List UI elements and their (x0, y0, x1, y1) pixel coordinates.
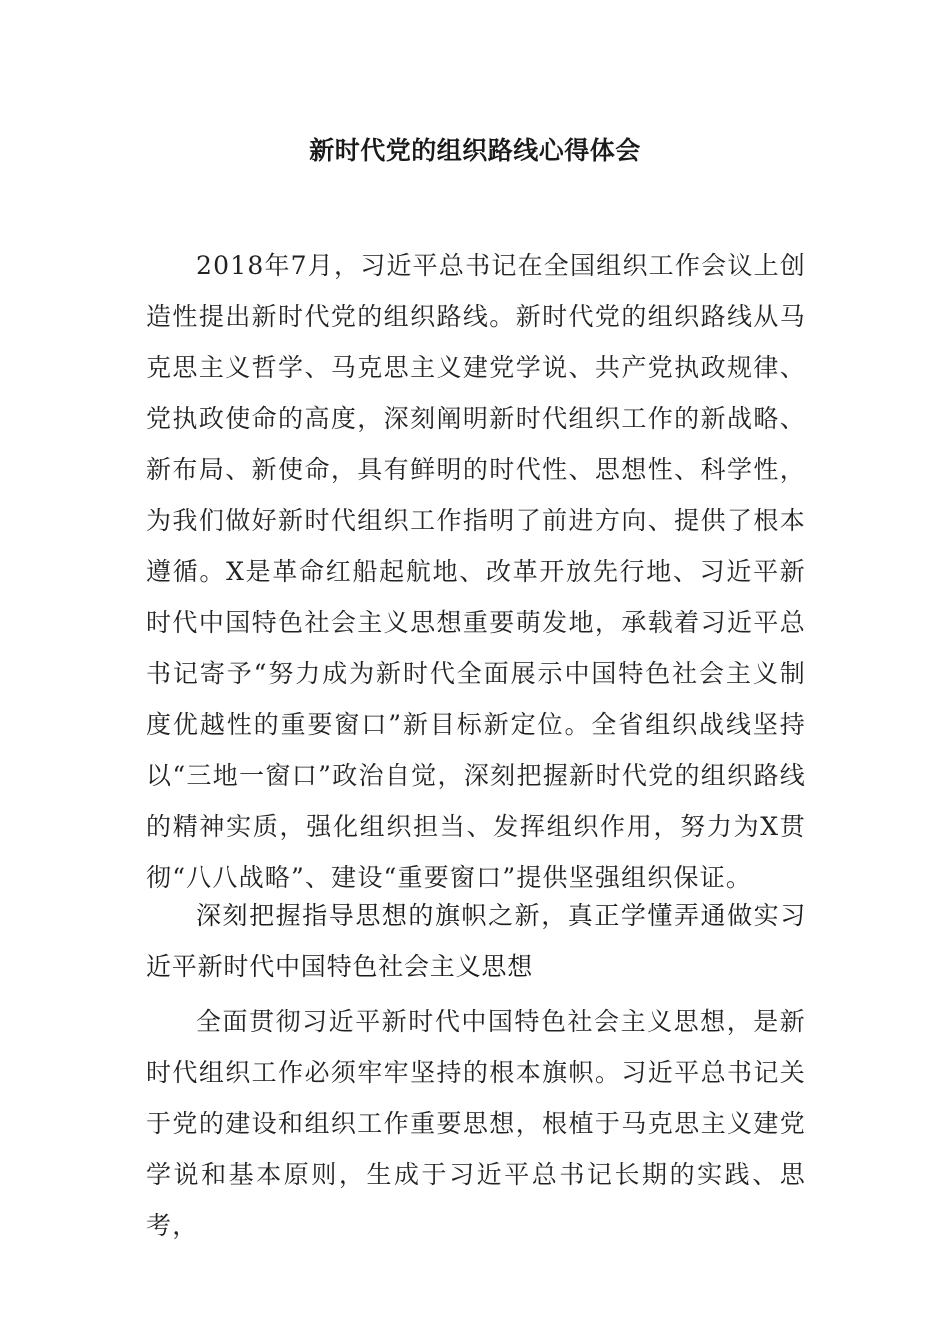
document-title: 新时代党的组织路线心得体会 (309, 136, 641, 165)
intro-paragraph: 2018年7月，习近平总书记在全国组织工作会议上创造性提出新时代党的组织路线。新时代党的组织路线从马克思主义哲学、马克思主义建党学说、共产党执政规律、党执政使命的高度，深刻阐明新时代组织工作的新战略、新布局、新使命，具有鲜明的时代性、思想性、科学性，为我们做好新时代组织工作指明了前进方向、提供了根本遵循。X是革命红船起航地、改革开放先行地、习近平新时代中国特色社会主义思想重要萌发地，承载着习近平总书记寄予“努力成为新时代全面展示中国特色社会主义制度优越性的重要窗口”新目标新定位。全省组织战线坚持以“三地一窗口”政治自觉，深刻把握新时代党的组织路线的精神实质，强化组织担当、发挥组织作用，努力为X贯彻“八八战略”、建设“重要窗口”提供坚强组织保证。 (146, 251, 806, 892)
section-paragraph: 全面贯彻习近平新时代中国特色社会主义思想，是新时代组织工作必须牢牢坚持的根本旗帜。习近平总书记关于党的建设和组织工作重要思想，根植于马克思主义建党学说和基本原则，生成于习近平总书记长期的实践、思考， (146, 1007, 806, 1240)
section-heading: 深刻把握指导思想的旗帜之新，真正学懂弄通做实习近平新时代中国特色社会主义思想 (146, 901, 806, 981)
